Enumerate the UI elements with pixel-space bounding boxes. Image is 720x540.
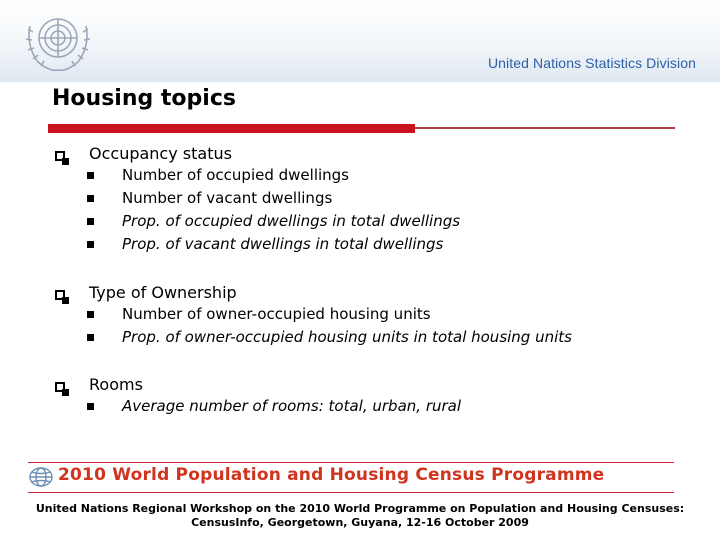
square-bullet-icon (87, 172, 94, 179)
square-bullet-icon (87, 195, 94, 202)
square-bullet-icon (87, 403, 94, 410)
footer-rule-top (28, 462, 674, 463)
section-heading: Occupancy status (89, 144, 232, 163)
list-item-text: Prop. of owner-occupied housing units in total housing units (122, 328, 572, 346)
list-item-text: Prop. of occupied dwellings in total dwellings (122, 212, 461, 230)
slide-title: Housing topics (52, 86, 236, 111)
section-heading: Rooms (89, 375, 143, 394)
list-item-text: Average number of rooms: total, urban, rural (122, 397, 462, 415)
census-programme-banner: 2010 World Population and Housing Census Programme (58, 465, 605, 485)
un-emblem-icon (22, 8, 94, 74)
footer-line-1: United Nations Regional Workshop on the 2010 World Programme on Population and Housing Censuses: (35, 502, 685, 515)
checkbox-bullet-icon (55, 151, 65, 161)
section-heading: Type of Ownership (89, 283, 237, 302)
footer-caption (0, 502, 720, 530)
census-globe-icon (28, 466, 54, 488)
list-item-text: Number of owner-occupied housing units (122, 305, 431, 323)
division-name: United Nations Statistics Division (487, 55, 696, 71)
checkbox-bullet-icon (55, 290, 65, 300)
list-item-text: Number of vacant dwellings (122, 189, 333, 207)
square-bullet-icon (87, 218, 94, 225)
square-bullet-icon (87, 311, 94, 318)
list-item-text: Prop. of vacant dwellings in total dwellings (122, 235, 444, 253)
list-item-text: Number of occupied dwellings (122, 166, 349, 184)
title-underline-thin (415, 127, 675, 129)
footer-line-2: CensusInfo, Georgetown, Guyana, 12-16 October 2009 (191, 516, 529, 529)
title-underline-red (48, 124, 415, 133)
footer-rule-bottom (28, 492, 674, 493)
checkbox-bullet-icon (55, 382, 65, 392)
square-bullet-icon (87, 334, 94, 341)
square-bullet-icon (87, 241, 94, 248)
